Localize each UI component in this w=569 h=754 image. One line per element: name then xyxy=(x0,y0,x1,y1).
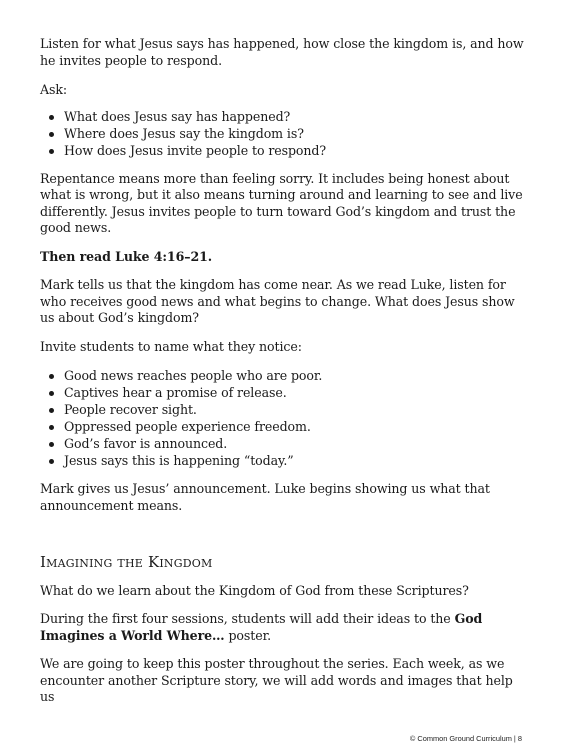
list-item: Jesus says this is happening “today.” xyxy=(40,452,530,469)
announcement-paragraph: Mark gives us Jesus’ announcement. Luke begins showing us what that announcement means. xyxy=(40,481,490,513)
mark-luke-paragraph: Mark tells us that the kingdom has come near. As we read Luke, listen for who receives good news and what begins to change. What does Jesus show us about God’s kingdom? xyxy=(40,277,515,325)
list-item: Where does Jesus say the kingdom is? xyxy=(40,125,530,142)
page-footer: © Common Ground Curriculum | 8 xyxy=(409,734,522,743)
list-item: Captives hear a promise of release. xyxy=(40,384,530,401)
list-item: Good news reaches people who are poor. xyxy=(40,367,530,384)
ask-label: Ask: xyxy=(40,82,68,97)
sessions-prefix: During the first four sessions, students will add their ideas to the xyxy=(40,611,455,626)
document-body xyxy=(40,36,530,718)
intro-paragraph: Listen for what Jesus says has happened, how close the kingdom is, and how he invites people to respond. xyxy=(40,36,524,68)
then-read-heading: Then read Luke 4:16–21. xyxy=(40,248,213,264)
notice-list xyxy=(40,367,530,469)
poster-title: God Imagines a World Where… xyxy=(40,611,483,643)
sessions-paragraph xyxy=(40,611,530,644)
section-heading: Imagining the Kingdom xyxy=(40,553,213,571)
sessions-suffix: poster. xyxy=(224,627,272,643)
list-item: People recover sight. xyxy=(40,401,530,418)
repentance-paragraph: Repentance means more than feeling sorry. It includes being honest about what is wrong, but it also means turning around and learning to see and live differently. Jesus invites people to turn toward God’s kingdom and trust the good news. xyxy=(40,170,523,235)
invite-paragraph: Invite students to name what they notice: xyxy=(40,338,302,354)
list-item: How does Jesus invite people to respond? xyxy=(40,142,530,159)
learn-question: What do we learn about the Kingdom of God from these Scriptures? xyxy=(40,582,469,598)
list-item: What does Jesus say has happened? xyxy=(40,108,530,125)
keep-poster-paragraph: We are going to keep this poster throughout the series. Each week, as we encounter another Scripture story, we will add words and images that help us xyxy=(40,656,513,704)
list-item: Oppressed people experience freedom. xyxy=(40,418,530,435)
list-item: God’s favor is announced. xyxy=(40,435,530,452)
ask-questions-list xyxy=(40,108,530,159)
